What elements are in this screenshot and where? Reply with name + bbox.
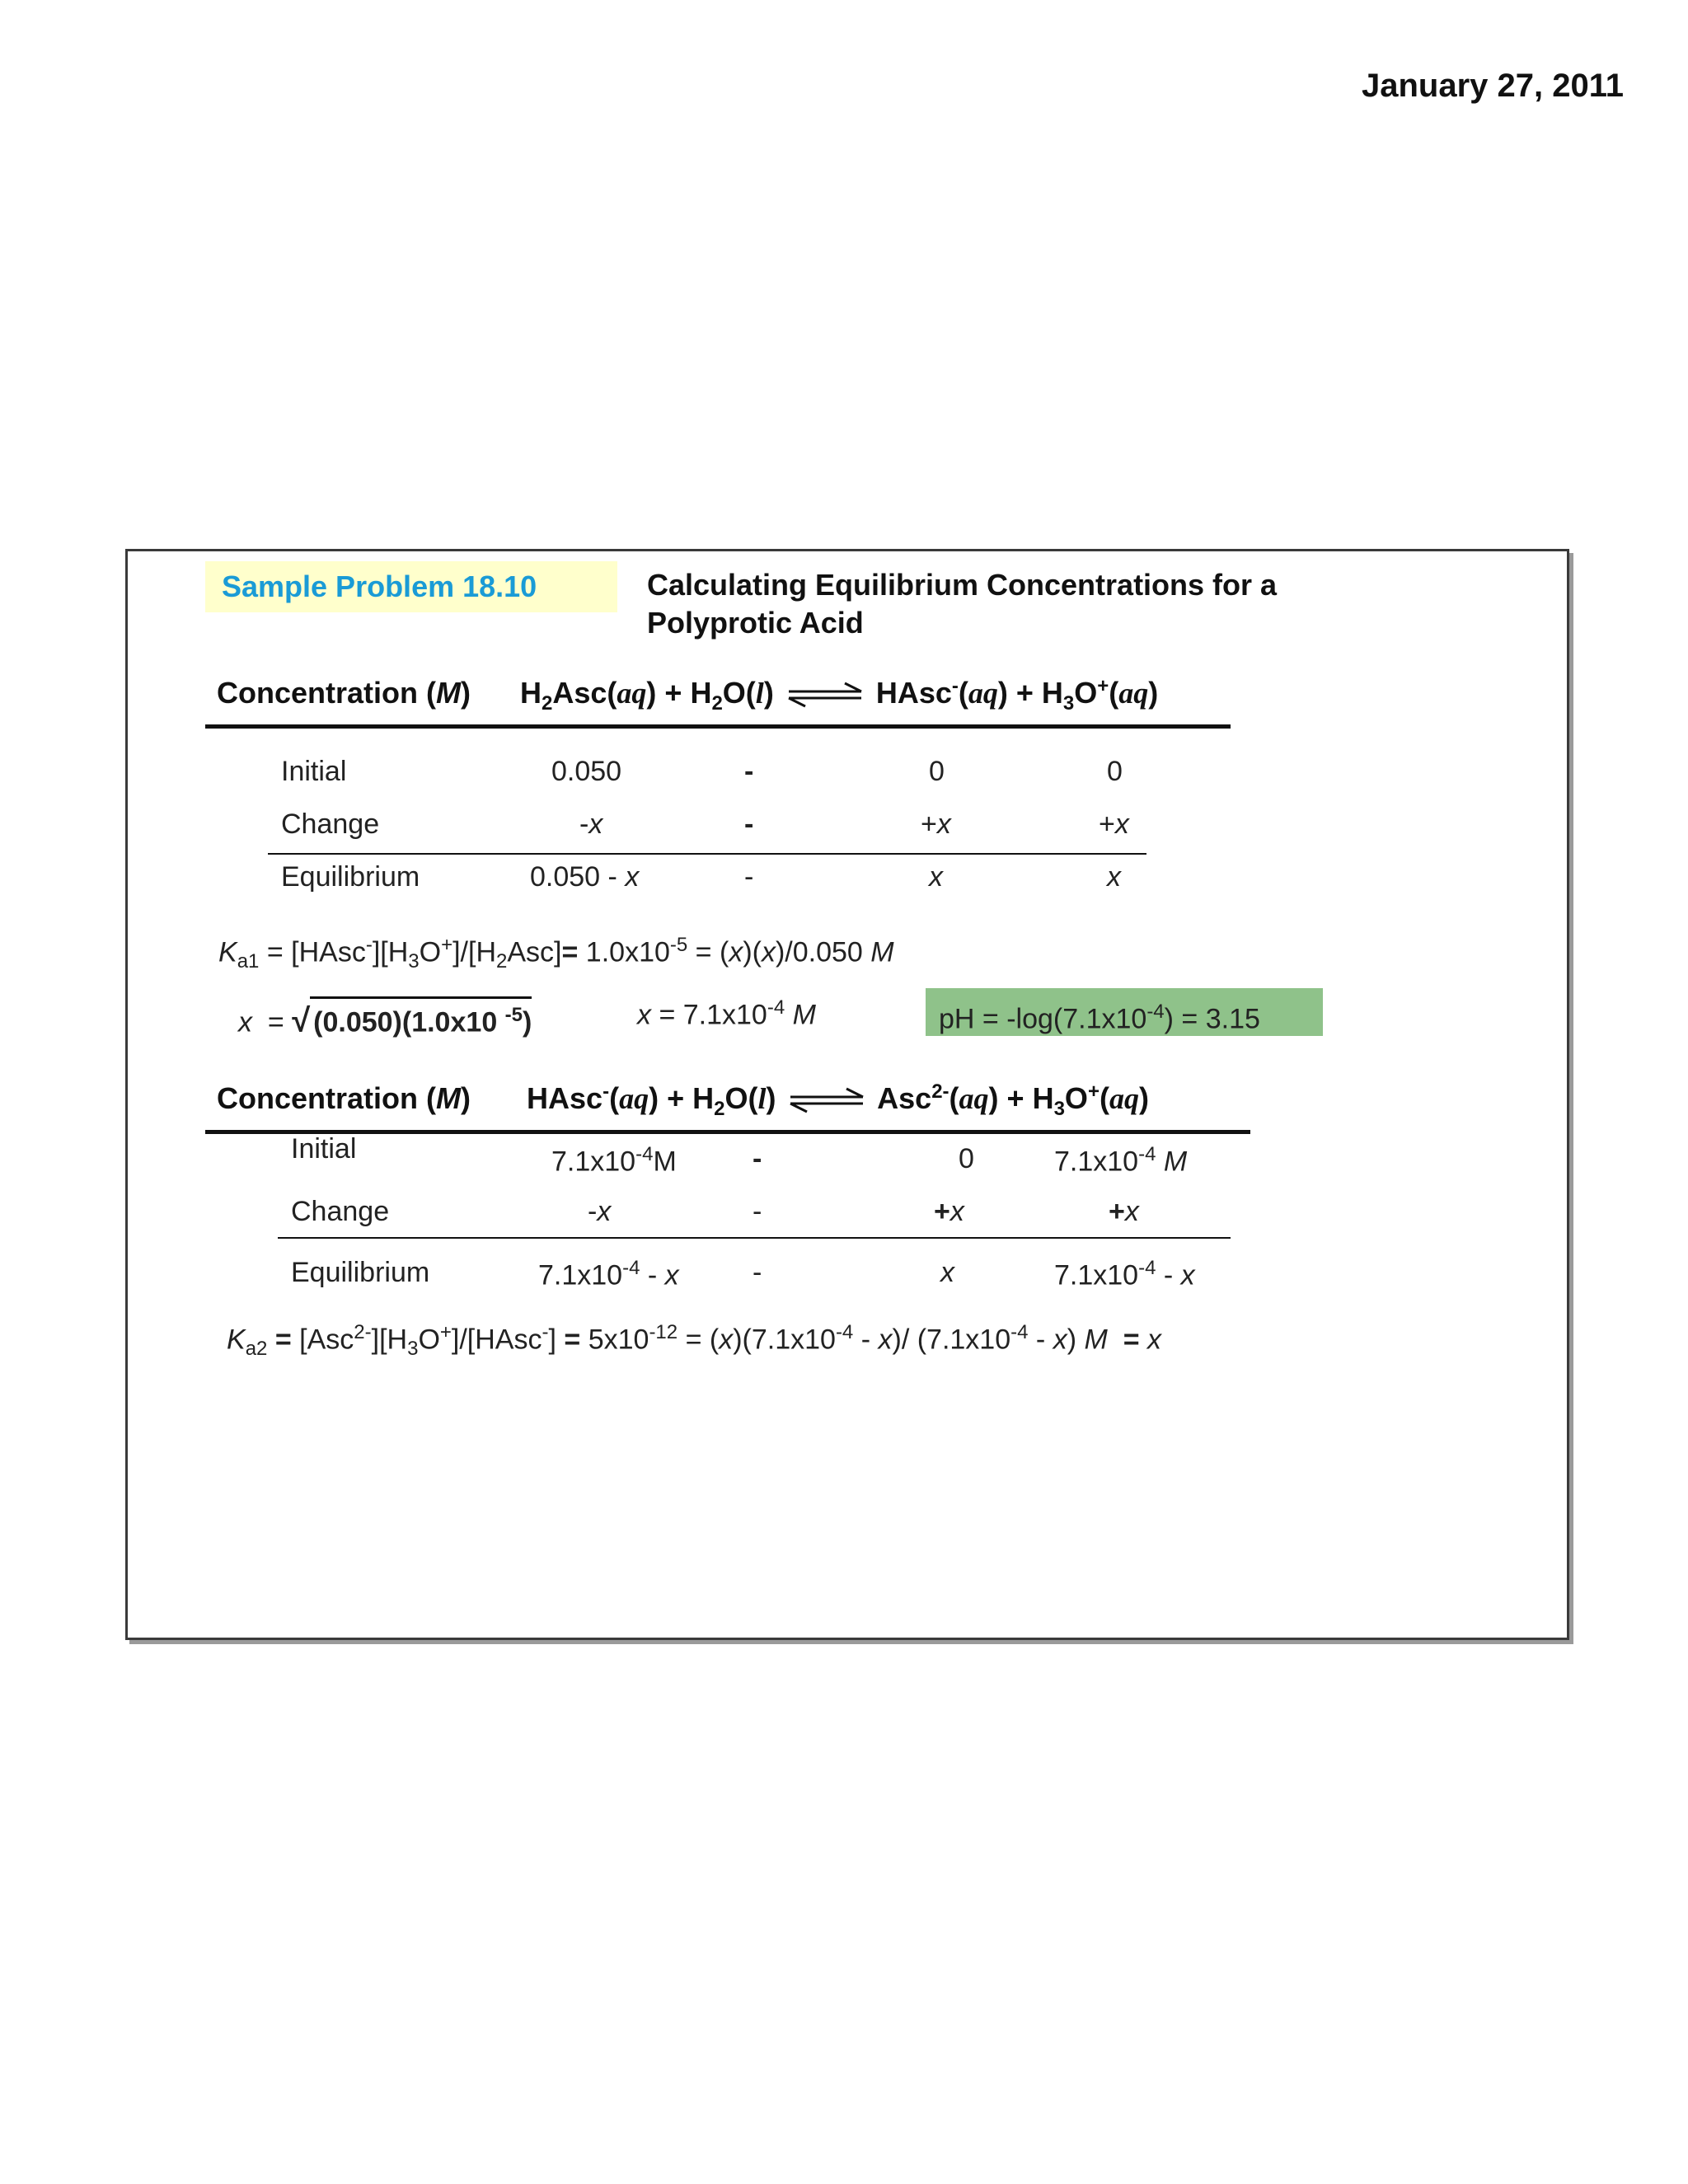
x-result: $x = 7.1x10^{-4}$ M: [637, 996, 816, 1031]
reaction1-header: [217, 675, 1158, 715]
reaction2-header: [217, 1080, 1149, 1121]
table2-row-label: Equilibrium: [291, 1257, 430, 1288]
table2-top-rule: [205, 1130, 1250, 1134]
table2-cell: -: [753, 1143, 762, 1174]
table1-cell: -: [744, 861, 754, 893]
equilibrium-arrow-icon: [787, 682, 863, 708]
table2-row-label: Initial: [291, 1133, 357, 1165]
table2-row-label: Change: [291, 1196, 390, 1227]
ph-result-box: pH = $-\log(7.1x10^{-4}) = 3.15$: [926, 988, 1323, 1036]
reaction2-reactants: HAsc-(aq) + $H_2O(l)$: [527, 1080, 776, 1121]
reaction1-reactants: $H_2Asc(aq) + H_2O(l)$: [520, 676, 774, 715]
table2-cell: +x: [934, 1196, 964, 1227]
table2-cell: -: [753, 1257, 762, 1288]
table1-cell: 0: [1107, 756, 1123, 787]
table2-cell: x: [940, 1257, 954, 1288]
table1-cell: 0: [929, 756, 945, 787]
table1-row-label: Initial: [281, 756, 347, 787]
page-date: January 27, 2011: [1361, 68, 1624, 104]
table1-mid-rule: [268, 853, 1146, 855]
sqrt-expression: x = √ (0.050)(1.0x10 $^{-5}$): [238, 996, 532, 1039]
table1-cell: -x: [579, 808, 603, 840]
equilibrium-arrow-icon: [789, 1087, 865, 1113]
slide-title: [647, 566, 1277, 642]
concentration-label: Concentration (M): [217, 676, 471, 710]
slide-title-line1: Calculating Equilibrium Concentrations for a: [647, 568, 1278, 602]
table2-cell: +x: [1109, 1196, 1139, 1227]
reaction1-products: HAsc-(aq) + $H_3O^+(aq)$: [875, 675, 1159, 715]
table2-cell: -x: [588, 1196, 612, 1227]
sample-problem-label: Sample Problem 18.10: [205, 561, 617, 612]
table2-cell: $7.1x10^{-4}$ - x: [1054, 1257, 1195, 1291]
table1-row-label: Change: [281, 808, 380, 840]
table2-cell: $7.1x10^{-4}$ - x: [538, 1257, 679, 1291]
table1-row-label: Equilibrium: [281, 861, 420, 893]
table1-cell: 0.050 - x: [530, 861, 640, 893]
table2-cell: 0: [959, 1143, 974, 1174]
table1-cell: x: [1107, 861, 1121, 893]
ka1-equation: $K_{a1}$ = $[HAsc^-][H_3O^+]/[H_2Asc]= 1.0x10^{-5} = (x)(x)/0.050$ M: [218, 934, 894, 973]
table1-cell: x: [929, 861, 943, 893]
table1-cell: -: [744, 808, 754, 840]
slide-frame: [125, 549, 1569, 1640]
reaction2-products: $Asc^{2-}(aq) + H_3O^+(aq)$: [877, 1080, 1149, 1121]
table1-cell: -: [744, 756, 754, 787]
ka2-equation: $K_{a2}$ = $[Asc^{2-}][H_3O^+]/[HAsc^-] = 5x10^{-12} = (x)(7.1x10^{-4} - x)/$ $(7.1x10^{-4} - x) M = x$: [227, 1321, 1162, 1361]
table2-cell: $7.1x10^{-4}M$: [551, 1143, 677, 1178]
table2-cell: $7.1x10^{-4}$ M: [1054, 1143, 1188, 1178]
concentration-label: Concentration (M): [217, 1081, 471, 1115]
table1-cell: 0.050: [551, 756, 622, 787]
table1-cell: +x: [921, 808, 951, 840]
table2-mid-rule: [278, 1237, 1231, 1239]
table1-cell: +x: [1099, 808, 1129, 840]
table1-top-rule: [205, 724, 1231, 729]
slide-title-line2: Polyprotic Acid: [647, 606, 864, 640]
table2-cell: -: [753, 1196, 762, 1227]
